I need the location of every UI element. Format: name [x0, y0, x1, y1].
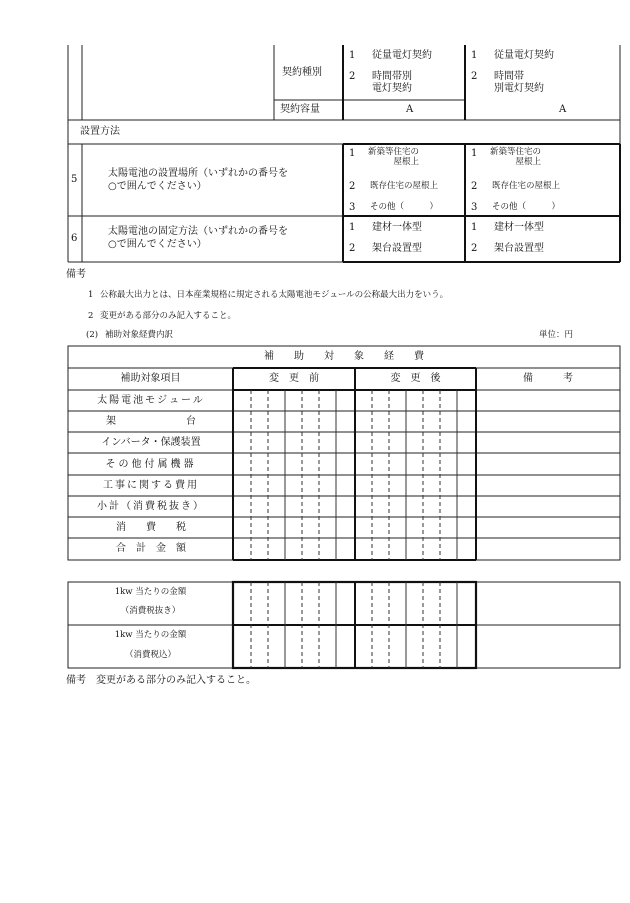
- row6-after-opt1-num: 1: [471, 222, 478, 233]
- row5-after-opt2-num: 2: [471, 181, 478, 192]
- row6-before-opt2-text: 架台設置型: [372, 243, 422, 254]
- install-method-label: 設置方法: [80, 126, 120, 137]
- contract-after-opt1-text: 従量電灯契約: [494, 50, 554, 61]
- notes1-item1-text: 公称最大出力とは、日本産業規格に規定される太陽電池モジュールの公称最大出力をいう。: [100, 290, 449, 300]
- row6-before-opt1-num: 1: [349, 222, 356, 233]
- notes2-text: 備考 変更がある部分のみ記入すること。: [66, 675, 256, 686]
- contract-type-label: 契約種別: [282, 67, 322, 78]
- row5-before-opt2-text: 既存住宅の屋根上: [370, 181, 439, 191]
- row5-before-opt3-num: 3: [349, 202, 356, 213]
- cost-header-main: 補 助 対 象 経 費: [264, 351, 424, 362]
- notes1-heading: 備考: [66, 269, 86, 280]
- row5-before-opt1-text: 新築等住宅の 屋根上: [368, 147, 420, 167]
- contract-capacity-label: 契約容量: [280, 104, 320, 115]
- row5-after-opt3-text: その他（ ）: [492, 202, 561, 212]
- row5-num: 5: [71, 174, 78, 185]
- perkw-row2-line1: 1kw 当たりの金額: [114, 630, 187, 640]
- capacity-unit-before: A: [406, 104, 414, 115]
- row6-num: 6: [71, 233, 78, 244]
- row5-before-opt1-num: 1: [349, 148, 356, 159]
- row6-after-opt2-num: 2: [471, 243, 478, 254]
- unit-label: 単位：円: [539, 330, 574, 340]
- cost-row-2: 架 台: [106, 416, 196, 427]
- row6-after-opt1-text: 建材一体型: [494, 222, 544, 233]
- row5-after-opt2-text: 既存住宅の屋根上: [492, 181, 561, 191]
- contract-before-opt1-num: 1: [349, 50, 356, 61]
- row6-before-opt2-num: 2: [349, 243, 356, 254]
- row6-after-opt2-text: 架台設置型: [494, 243, 544, 254]
- perkw-row1-line1: 1kw 当たりの金額: [114, 587, 187, 597]
- contract-after-opt1-num: 1: [471, 50, 478, 61]
- notes1-item2-num: 2: [88, 311, 94, 321]
- cost-row-4: その他付属機器: [105, 459, 197, 470]
- row5-after-opt3-num: 3: [471, 202, 478, 213]
- row5-after-opt1-num: 1: [471, 148, 478, 159]
- contract-before-opt2-num: 2: [349, 71, 356, 82]
- col-item-header: 補助対象項目: [120, 373, 181, 384]
- contract-after-opt2-num: 2: [471, 71, 478, 82]
- contract-before-opt2-text: 時間帯別 電灯契約: [372, 71, 412, 94]
- section2-num: (2): [86, 330, 99, 340]
- row5-label: 太陽電池の設置場所（いずれかの番号を ○で囲んでください）: [108, 168, 288, 192]
- cost-row-5: 工事に関する費用: [103, 480, 199, 491]
- cost-row-7: 消 費 税: [116, 522, 186, 533]
- cost-row-3: インバータ・保護装置: [101, 437, 201, 448]
- cost-row-6: 小計（消費税抜き）: [97, 501, 205, 512]
- row6-before-opt1-text: 建材一体型: [372, 222, 422, 233]
- row5-before-opt3-text: その他（ ）: [370, 202, 439, 212]
- row6-label: 太陽電池の固定方法（いずれかの番号を ○で囲んでください）: [108, 226, 288, 250]
- capacity-unit-after: A: [559, 104, 567, 115]
- section2-title: 補助対象経費内訳: [105, 330, 174, 340]
- perkw-row2-line2: （消費税込）: [124, 650, 176, 660]
- cost-row-1: 太陽電池モジュール: [97, 395, 205, 406]
- contract-before-opt1-text: 従量電灯契約: [372, 50, 432, 61]
- col-before-header: 変 更 前: [269, 373, 319, 384]
- col-after-header: 変 更 後: [390, 373, 441, 384]
- cost-row-8: 合 計 金 額: [116, 543, 186, 554]
- col-remarks-header: 備 考: [523, 373, 573, 384]
- contract-after-opt2-text: 時間帯 別電灯契約: [494, 71, 544, 94]
- notes1-item2-text: 変更がある部分のみ記入すること。: [100, 311, 237, 321]
- perkw-row1-line2: （消費税抜き）: [120, 606, 181, 616]
- row5-after-opt1-text: 新築等住宅の 屋根上: [490, 147, 542, 167]
- notes1-item1-num: 1: [88, 290, 94, 300]
- row5-before-opt2-num: 2: [349, 181, 356, 192]
